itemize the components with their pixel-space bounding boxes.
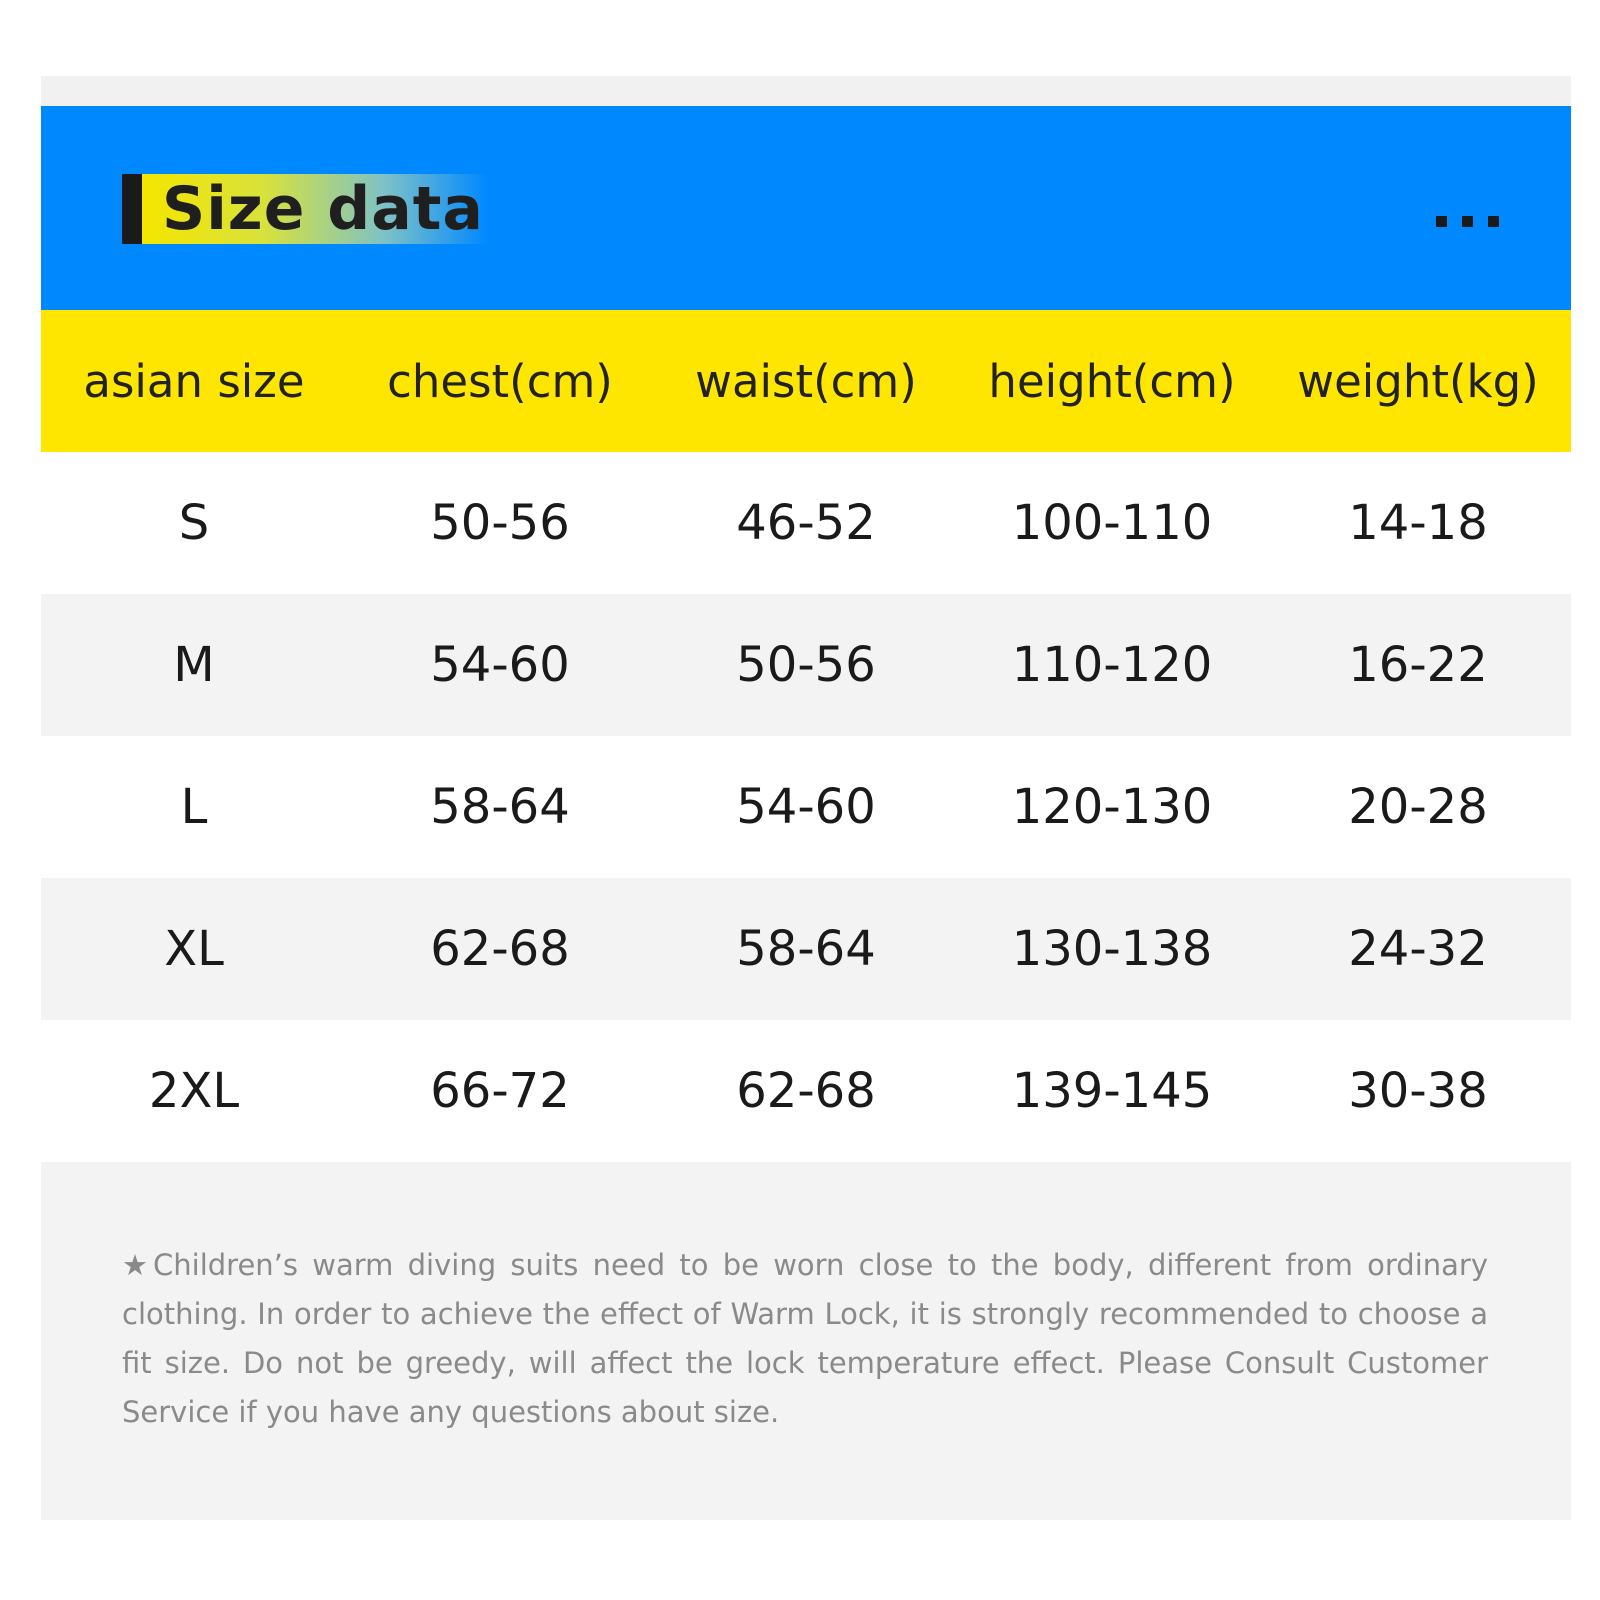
column-header-height: height(cm) [988, 354, 1236, 408]
title-accent-bar [122, 174, 142, 244]
column-header-asian-size: asian size [83, 354, 305, 408]
table-row [41, 736, 1571, 878]
size-cell: XL [164, 921, 224, 977]
waist-cell: 62-68 [736, 1063, 876, 1119]
size-cell: M [173, 637, 215, 693]
table-header-row [41, 310, 1571, 452]
column-header-weight: weight(kg) [1297, 354, 1539, 408]
page-title: Size data [142, 174, 488, 244]
size-note: ★Children’s warm diving suits need to be worn close to the body, different from ordinary clothing. In order to achieve the effect of Warm Lock, it is strongly recommended to choose a fit size. Do not be greedy, will affect the lock temperature effect. Please Consult Customer Service if you have any questions about size. [122, 1248, 1488, 1429]
chest-cell: 50-56 [430, 495, 570, 551]
size-table [41, 310, 1571, 1162]
table-row [41, 594, 1571, 736]
size-chart-card [41, 76, 1571, 1520]
chest-cell: 54-60 [430, 637, 570, 693]
size-cell: L [180, 779, 208, 835]
chest-cell: 58-64 [430, 779, 570, 835]
weight-cell: 14-18 [1348, 495, 1488, 551]
weight-cell: 30-38 [1348, 1063, 1488, 1119]
height-cell: 110-120 [1011, 637, 1213, 693]
waist-cell: 54-60 [736, 779, 876, 835]
height-cell: 120-130 [1011, 779, 1213, 835]
size-cell: 2XL [148, 1063, 240, 1119]
table-row [41, 878, 1571, 1020]
height-cell: 139-145 [1011, 1063, 1213, 1119]
title-block [122, 174, 488, 244]
height-cell: 100-110 [1011, 495, 1213, 551]
column-header-chest: chest(cm) [387, 354, 613, 408]
height-cell: 130-138 [1011, 921, 1213, 977]
waist-cell: 46-52 [736, 495, 876, 551]
header-banner [41, 106, 1571, 310]
table-row [41, 452, 1571, 594]
chest-cell: 62-68 [430, 921, 570, 977]
waist-cell: 50-56 [736, 637, 876, 693]
size-cell: S [178, 495, 210, 551]
column-header-waist: waist(cm) [695, 354, 917, 408]
waist-cell: 58-64 [736, 921, 876, 977]
table-row [41, 1020, 1571, 1162]
top-strip [41, 76, 1571, 106]
weight-cell: 16-22 [1348, 637, 1488, 693]
weight-cell: 24-32 [1348, 921, 1488, 977]
chest-cell: 66-72 [430, 1063, 570, 1119]
more-dots-icon [1436, 216, 1499, 227]
weight-cell: 20-28 [1348, 779, 1488, 835]
